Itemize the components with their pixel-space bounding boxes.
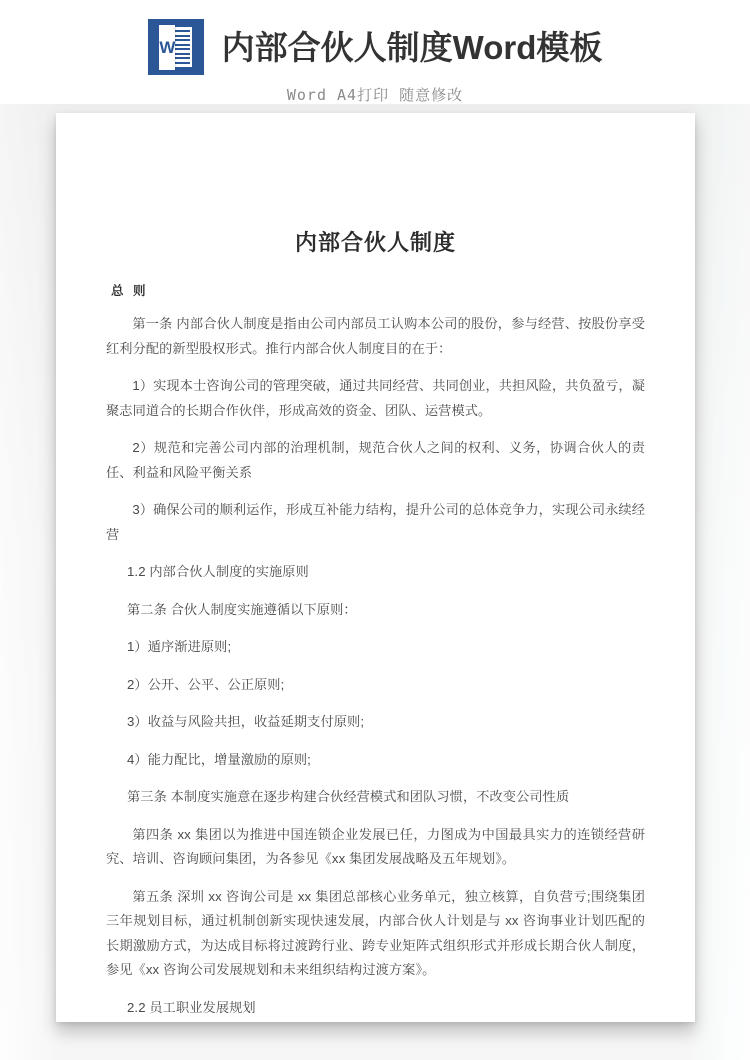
document-paragraph-article-3: 第三条 本制度实施意在逐步构建合伙经营模式和团队习惯，不改变公司性质 [127, 789, 570, 804]
document-paragraph-article-2: 第二条 合伙人制度实施遵循以下原则： [127, 601, 357, 617]
document-content [56, 226, 695, 1020]
document-paragraph-principle-1: 1）遁序渐进原则; [127, 639, 232, 654]
word-icon-letter: W [159, 37, 175, 57]
document-page[interactable] [56, 113, 695, 1022]
document-paragraph-principle-4: 4）能力配比，增量激励的原则; [127, 751, 311, 767]
header-subtitle: Word A4打印 随意修改 [286, 86, 464, 104]
microsoft-word-icon [148, 19, 204, 75]
document-paragraph-principle-2: 2）公开、公平、公正原则; [127, 676, 285, 692]
document-paragraph-heading-1-2: 1.2 内部合伙人制度的实施原则 [127, 564, 309, 579]
header-title-row [148, 19, 603, 75]
document-paragraph-article-5: 第五条 深圳 xx 咨询公司是 xx 集团总部核心业务单元，独立核算，自负营亏;围绕集团三年规划目标，通过机制创新实现快速发展，内部合伙人计划是与 xx 咨询事业计划匹配的长期激励方式，为达成目标将过渡跨行业、跨专业矩阵式组织形式并形成长期合伙人制度，参见《xx 咨询公司发展规划和未来组织结构过渡方案》。 [106, 888, 645, 977]
document-paragraph-heading-2-2: 2.2 员工职业发展规划 [127, 999, 256, 1015]
document-paragraph-purpose-3: 3）确保公司的顺利运作，形成互补能力结构，提升公司的总体竞争力，实现公司永续经营 [106, 502, 645, 542]
document-paragraph-article-4: 第四条 xx 集团以为推进中国连锁企业发展已任，力图成为中国最具实力的连锁经营研究、培训、咨询顾问集团，为各参见《xx 集团发展战略及五年规划》。 [106, 826, 645, 866]
document-paragraph-purpose-1: 1）实现本士咨询公司的管理突破，通过共同经营、共同创业，共担风险，共负盈亏，凝聚志同道合的长期合作伙伴，形成高效的资金、团队、运营模式。 [106, 378, 645, 418]
header-banner [0, 0, 750, 104]
document-title: 内部合伙人制度 [294, 230, 456, 255]
header-title: 内部合伙人制度Word模板 [221, 28, 603, 66]
document-paragraph-principle-3: 3）收益与风险共担，收益延期支付原则; [127, 714, 365, 729]
word-icon-text-lines [175, 30, 190, 64]
document-section-label: 总 则 [111, 284, 149, 298]
document-paragraph-purpose-2: 2）规范和完善公司内部的治理机制，规范合伙人之间的权利、义务，协调合伙人的责任、利益和风险平衡关系 [106, 440, 645, 480]
document-paragraph-article-1: 第一条 内部合伙人制度是指由公司内部员工认购本公司的股份，参与经营、按股份享受红利分配的新型股权形式。推行内部合伙人制度目的在于： [106, 316, 645, 356]
document-body [106, 312, 645, 1020]
